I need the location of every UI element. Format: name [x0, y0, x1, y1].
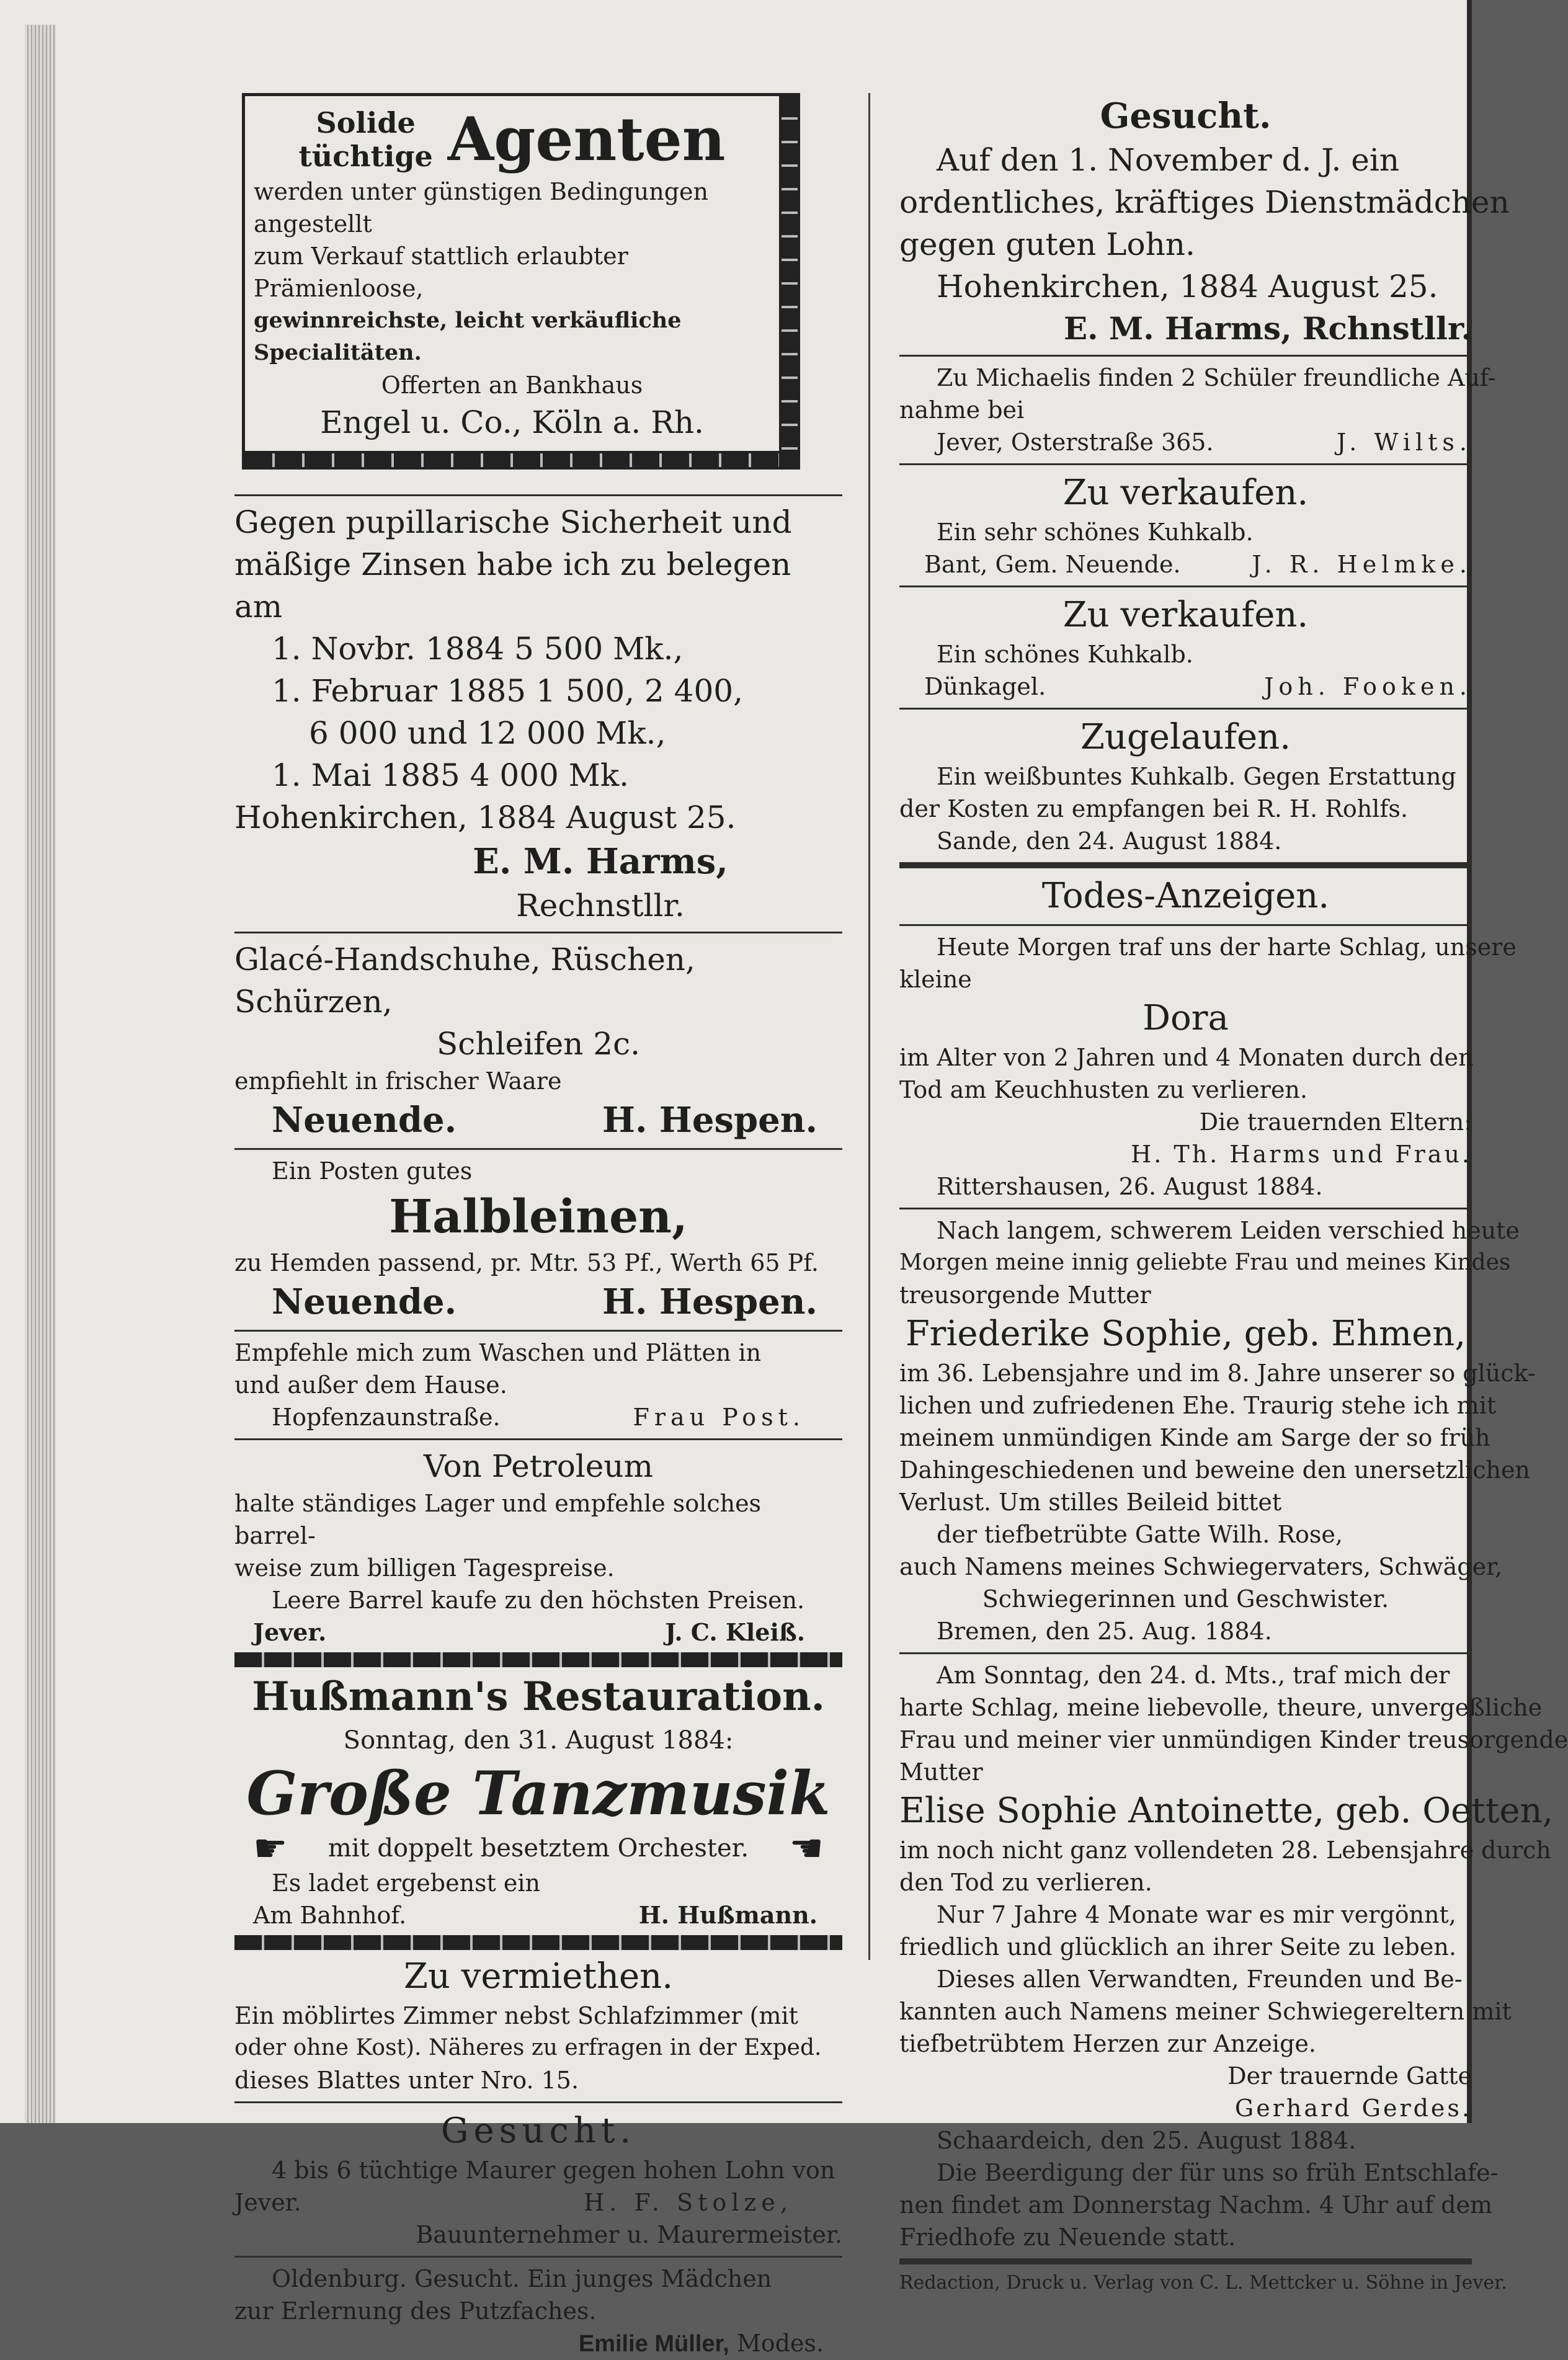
- friederike-line7: Dahingeschiedenen und beweine den unersetzlichen: [899, 1456, 1530, 1484]
- michaelis-line2: nahme bei: [899, 396, 1025, 424]
- gesucht-maurer-headline: Gesucht.: [440, 2111, 636, 2151]
- gesucht-line4: Hohenkirchen, 1884 August 25.: [937, 269, 1438, 305]
- kapital-line7: Hohenkirchen, 1884 August 25.: [234, 799, 736, 835]
- restauration-line1: Es ladet ergebenst ein: [272, 1869, 541, 1897]
- restauration-big: Große Tanzmusik: [246, 1758, 831, 1828]
- friederike-line12: Bremen, den 25. Aug. 1884.: [937, 1618, 1272, 1645]
- kuhkalb1-place: Bant, Gem. Neuende.: [924, 551, 1181, 578]
- elise-line13: Gerhard Gerdes.: [1234, 2095, 1472, 2122]
- friederike-line11: Schwiegerinnen und Geschwister.: [982, 1585, 1389, 1613]
- elise-line16: nen findet am Donnerstag Nachm. 4 Uhr auf dem: [899, 2191, 1493, 2219]
- kuhkalb1-name: J. R. Helmke.: [1252, 551, 1472, 578]
- gesucht-signature: E. M. Harms, Rchnstllr.: [1063, 310, 1472, 347]
- friederike-line1: Nach langem, schwerem Leiden verschied heute: [937, 1217, 1520, 1244]
- waschen-line1: Empfehle mich zum Waschen und Plätten in: [234, 1339, 762, 1366]
- vermiethen-headline: Zu vermiethen.: [403, 1956, 674, 1997]
- handschuhe-name: H. Hespen.: [602, 1100, 817, 1141]
- oldenburg-trade: Modes.: [736, 2330, 824, 2357]
- dora-name: Dora: [1143, 998, 1229, 1038]
- book-page-edges: [25, 25, 56, 2123]
- kapital-line2: mäßige Zinsen habe ich zu belegen am: [234, 546, 791, 625]
- elise-line2: harte Schlag, meine liebevolle, theure, unvergeßliche: [899, 1694, 1543, 1721]
- oldenburg-line2: zur Erlernung des Putzfaches.: [234, 2297, 597, 2325]
- elise-line7: Nur 7 Jahre 4 Monate war es mir vergönnt,: [937, 1901, 1456, 1928]
- ad-handschuhe: [234, 938, 842, 1143]
- separator: [234, 2101, 842, 2103]
- friederike-line6: meinem unmündigen Kinde am Sarge der so früh: [899, 1424, 1490, 1451]
- elise-line12: Der trauernde Gatte: [1227, 2062, 1472, 2090]
- elise-line6: den Tod zu verlieren.: [899, 1869, 1152, 1896]
- separator: [234, 1148, 842, 1150]
- handschuhe-line1: Glacé-Handschuhe, Rüschen, Schürzen,: [234, 942, 695, 1020]
- dora-line7: Rittershausen, 26. August 1884.: [937, 1173, 1323, 1200]
- petroleum-line3: Leere Barrel kaufe zu den höchsten Preisen.: [272, 1587, 805, 1614]
- kapital-title: Rechnstllr.: [516, 888, 685, 924]
- zugelaufen-line2: der Kosten zu empfangen bei R. H. Rohlfs.: [899, 795, 1408, 822]
- agenten-line4: Offerten an Bankhaus: [381, 372, 643, 399]
- friederike-line2: Morgen meine innig geliebte Frau und meines Kindes: [899, 1250, 1511, 1275]
- gesucht-line3: gegen guten Lohn.: [899, 226, 1195, 262]
- dora-line5: Die trauernden Eltern:: [1199, 1108, 1472, 1136]
- separator: [234, 1330, 842, 1332]
- halbleinen-name: H. Hespen.: [602, 1281, 817, 1322]
- elise-line3: Frau und meiner vier unmündigen Kinder treusorgende: [899, 1726, 1568, 1753]
- handschuhe-line2: Schleifen 2c.: [437, 1026, 640, 1062]
- ad-kuhkalb-1: [899, 470, 1472, 581]
- ad-oldenburg: [234, 2263, 842, 2360]
- ad-restauration: [234, 1671, 842, 1931]
- elise-line17: Friedhofe zu Neuende statt.: [899, 2224, 1236, 2251]
- dora-line1: Heute Morgen traf uns der harte Schlag, unsere: [937, 933, 1517, 961]
- gesucht-maurer-place: Jever.: [234, 2189, 301, 2216]
- kapital-signature: E. M. Harms,: [473, 841, 728, 882]
- friederike-line10: auch Namens meines Schwiegervaters, Schwäger,: [899, 1553, 1503, 1580]
- column-divider: [868, 93, 870, 1960]
- handschuhe-place: Neuende.: [272, 1100, 457, 1141]
- dora-line2: kleine: [899, 966, 972, 993]
- halbleinen-place: Neuende.: [272, 1281, 457, 1322]
- dora-line3: im Alter von 2 Jahren und 4 Monaten durch den: [899, 1044, 1474, 1071]
- elise-line8: friedlich und glücklich an ihrer Seite zu leben.: [899, 1933, 1456, 1961]
- separator: [899, 355, 1472, 357]
- waschen-place: Hopfenzaunstraße.: [272, 1404, 501, 1431]
- kapital-line6: 1. Mai 1885 4 000 Mk.: [272, 757, 630, 793]
- halbleinen-line1: Ein Posten gutes: [272, 1157, 473, 1185]
- ad-vermiethen: [234, 1954, 842, 2096]
- separator: [234, 932, 842, 933]
- kuhkalb2-headline: Zu verkaufen.: [1062, 595, 1309, 635]
- kapital-line4: 1. Februar 1885 1 500, 2 400,: [272, 673, 743, 709]
- michaelis-name: J. Wilts.: [1337, 429, 1472, 456]
- gesucht-headline: Gesucht.: [1100, 96, 1272, 136]
- ad-agenten: [242, 93, 800, 470]
- ad-waschen: [234, 1337, 842, 1433]
- ornamental-border: [234, 1935, 842, 1950]
- zugelaufen-line3: Sande, den 24. August 1884.: [937, 827, 1282, 855]
- ad-elise: [899, 1659, 1568, 2253]
- vermiethen-line1: Ein möblirtes Zimmer nebst Schlafzimmer (mit: [234, 2002, 798, 2029]
- restauration-headline: Hußmann's Restauration.: [252, 1673, 825, 1720]
- vermiethen-line2: oder ohne Kost). Näheres zu erfragen in der Exped.: [234, 2035, 822, 2060]
- ad-petroleum: [234, 1445, 842, 1649]
- zugelaufen-line1: Ein weißbuntes Kuhkalb. Gegen Erstattung: [937, 763, 1456, 790]
- kuhkalb1-line1: Ein sehr schönes Kuhkalb.: [937, 519, 1254, 546]
- separator: [234, 2256, 842, 2258]
- separator: [899, 586, 1472, 587]
- kuhkalb2-place: Dünkagel.: [924, 673, 1046, 700]
- agenten-headline: Agenten: [447, 104, 726, 174]
- halbleinen-headline: Halbleinen,: [389, 1190, 688, 1244]
- michaelis-line1: Zu Michaelis finden 2 Schüler freundliche Auf-: [937, 364, 1496, 391]
- michaelis-place: Jever, Osterstraße 365.: [937, 429, 1214, 456]
- agenten-solide: Solide: [316, 106, 416, 140]
- imprint: Redaction, Druck u. Verlag von C. L. Mettcker u. Söhne in Jever.: [899, 2272, 1507, 2294]
- ad-halbleinen: [234, 1155, 842, 1325]
- friederike-name: Friederike Sophie, geb. Ehmen,: [905, 1314, 1466, 1354]
- friederike-line5: lichen und zufriedenen Ehe. Traurig stehe ich mit: [899, 1392, 1497, 1419]
- petroleum-headline: Von Petroleum: [424, 1448, 653, 1484]
- petroleum-line1: halte ständiges Lager und empfehle solches barrel-: [234, 1490, 762, 1549]
- elise-line15: Die Beerdigung der für uns so früh Entschlafe-: [937, 2159, 1499, 2186]
- separator: [899, 463, 1472, 465]
- agenten-line2: zum Verkauf stattlich erlaubter Prämienloose,: [254, 243, 628, 302]
- dora-line6: H. Th. Harms und Frau.: [1131, 1141, 1472, 1168]
- restauration-name: H. Hußmann.: [638, 1901, 817, 1929]
- oldenburg-name: Emilie Müller,: [578, 2331, 729, 2357]
- agenten-line5: Engel u. Co., Köln a. Rh.: [320, 404, 704, 440]
- gesucht-line2: ordentliches, kräftiges Dienstmädchen: [899, 184, 1510, 220]
- petroleum-line2: weise zum billigen Tagespreise.: [234, 1554, 615, 1582]
- halbleinen-line2: zu Hemden passend, pr. Mtr. 53 Pf., Werth 65 Pf.: [234, 1249, 819, 1276]
- kapital-line1: Gegen pupillarische Sicherheit und: [234, 504, 792, 540]
- friederike-line8: Verlust. Um stilles Beileid bittet: [899, 1489, 1282, 1516]
- kuhkalb1-headline: Zu verkaufen.: [1062, 473, 1309, 513]
- ad-zugelaufen: [899, 715, 1472, 857]
- separator: [899, 708, 1472, 710]
- kapital-line5: 6 000 und 12 000 Mk.,: [309, 715, 666, 751]
- waschen-name: Frau Post.: [633, 1404, 805, 1431]
- zugelaufen-headline: Zugelaufen.: [1080, 717, 1291, 757]
- friederike-line9: der tiefbetrübte Gatte Wilh. Rose,: [937, 1521, 1343, 1548]
- elise-line5: im noch nicht ganz vollendeten 28. Lebensjahre durch: [899, 1837, 1551, 1864]
- handschuhe-line3: empfiehlt in frischer Waare: [234, 1067, 562, 1095]
- separator: [899, 924, 1472, 926]
- vermiethen-line3: dieses Blattes unter Nro. 15.: [234, 2067, 579, 2094]
- ad-michaelis: [899, 362, 1496, 458]
- agenten-frame: [242, 93, 800, 470]
- elise-line9: Dieses allen Verwandten, Freunden und Be-: [937, 1966, 1463, 1993]
- ornamental-border: [234, 1652, 842, 1667]
- left-column: [234, 93, 842, 2360]
- kapital-line3: 1. Novbr. 1884 5 500 Mk.,: [272, 631, 684, 667]
- elise-name: Elise Sophie Antoinette, geb. Oetten,: [899, 1791, 1554, 1831]
- oldenburg-line1: Oldenburg. Gesucht. Ein junges Mädchen: [272, 2265, 772, 2292]
- elise-line1: Am Sonntag, den 24. d. Mts., traf mich der: [937, 1662, 1450, 1689]
- pointing-hand-right-icon: ☛: [253, 1825, 288, 1871]
- agenten-tuechtige: tüchtige: [298, 140, 433, 173]
- ad-friederike: [899, 1214, 1536, 1647]
- petroleum-name: J. C. Kleiß.: [665, 1618, 805, 1646]
- elise-line11: tiefbetrübtem Herzen zur Anzeige.: [899, 2030, 1316, 2057]
- dora-line4: Tod am Keuchhusten zu verlieren.: [899, 1076, 1307, 1103]
- ad-kapital: [234, 501, 842, 927]
- ad-gesucht-maurer: [234, 2108, 842, 2251]
- elise-line10: kannten auch Namens meiner Schwiegereltern mit: [899, 1998, 1512, 2025]
- kuhkalb2-name: Joh. Fooken.: [1264, 673, 1472, 700]
- waschen-line2: und außer dem Hause.: [234, 1371, 507, 1399]
- pointing-hand-left-icon: ☚: [789, 1825, 824, 1871]
- petroleum-place: Jever.: [253, 1618, 327, 1646]
- friederike-line3: treusorgende Mutter: [899, 1281, 1151, 1309]
- agenten-line1: werden unter günstigen Bedingungen angestellt: [254, 178, 708, 238]
- separator: [234, 494, 842, 496]
- elise-line14: Schaardeich, den 25. August 1884.: [937, 2127, 1356, 2154]
- todes-anzeigen-title: Todes-Anzeigen.: [1041, 876, 1330, 916]
- agenten-line3: gewinnreichste, leicht verkäufliche Specialitäten.: [254, 308, 682, 365]
- ad-kuhkalb-2: [899, 592, 1472, 703]
- restauration-date: Sonntag, den 31. August 1884:: [343, 1726, 734, 1755]
- gesucht-maurer-line1: 4 bis 6 tüchtige Maurer gegen hohen Lohn von: [272, 2157, 835, 2184]
- separator: [234, 1438, 842, 1440]
- gesucht-maurer-name: H. F. Stolze,: [584, 2189, 793, 2216]
- restauration-place: Am Bahnhof.: [253, 1902, 407, 1929]
- friederike-line4: im 36. Lebensjahre und im 8. Jahre unserer so glück-: [899, 1360, 1536, 1387]
- elise-line4: Mutter: [899, 1758, 983, 1786]
- right-column: [899, 93, 1568, 2297]
- ad-gesucht-dienstmaedchen: [899, 93, 1510, 350]
- separator: [899, 2258, 1472, 2264]
- separator: [899, 862, 1472, 868]
- kuhkalb2-line1: Ein schönes Kuhkalb.: [937, 641, 1193, 668]
- gesucht-line1: Auf den 1. November d. J. ein: [937, 142, 1400, 178]
- ad-dora: [899, 931, 1517, 1203]
- separator: [899, 1208, 1472, 1209]
- restauration-sub: mit doppelt besetztem Orchester.: [327, 1834, 749, 1863]
- separator: [899, 1652, 1472, 1654]
- gesucht-maurer-line2: Bauunternehmer u. Maurermeister.: [416, 2221, 842, 2248]
